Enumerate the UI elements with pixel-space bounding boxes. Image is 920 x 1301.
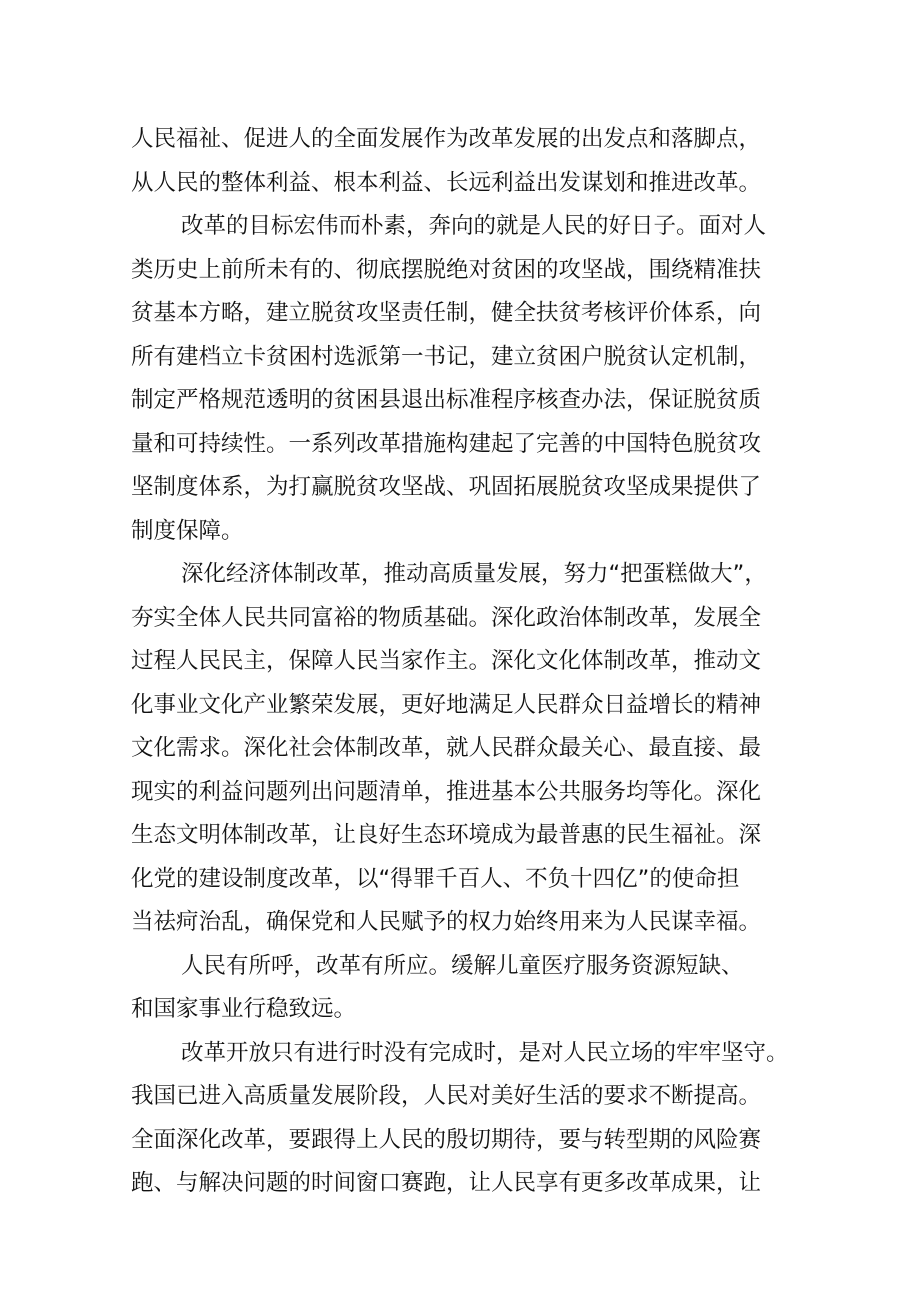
text-line: 现实的利益问题列出问题清单，推进基本公共服务均等化。深化 xyxy=(131,778,762,805)
text-line: 所有建档立卡贫困村选派第一书记，建立贫困户脱贫认定机制， xyxy=(131,343,762,370)
paragraph-end-line: 制度保障。 xyxy=(131,517,244,544)
text-line: 过程人民民主，保障人民当家作主。深化文化体制改革，推动文 xyxy=(131,648,762,674)
paragraph-start-line: 人民有所呼，改革有所应。缓解儿童医疗服务资源短缺、 xyxy=(181,952,744,979)
text-line: 贫基本方略，建立脱贫攻坚责任制，健全扶贫考核评价体系，向 xyxy=(131,300,762,326)
text-line: 从人民的整体利益、根本利益、长远利益出发谋划和推进改革。 xyxy=(131,169,762,196)
paragraph-start-line: 改革开放只有进行时没有完成时，是对人民立场的牢牢坚守。 xyxy=(181,1039,789,1066)
text-line: 类历史上前所未有的、彻底摆脱绝对贫困的攻坚战，围绕精准扶 xyxy=(131,256,762,283)
text-line: 量和可持续性。一系列改革措施构建起了完善的中国特色脱贫攻 xyxy=(131,430,762,457)
text-line: 夯实全体人民共同富裕的物质基础。深化政治体制改革，发展全 xyxy=(131,604,762,631)
text-line: 人民福祉、促进人的全面发展作为改革发展的出发点和落脚点， xyxy=(131,126,762,152)
text-line: 制定严格规范透明的贫困县退出标准程序核查办法，保证脱贫质 xyxy=(131,387,762,413)
text-line: 全面深化改革，要跟得上人民的殷切期待，要与转型期的风险赛 xyxy=(131,1126,762,1153)
text-line: 文化需求。深化社会体制改革，就人民群众最关心、最直接、最 xyxy=(131,735,762,761)
text-line: 生态文明体制改革，让良好生态环境成为最普惠的民生福祉。深 xyxy=(131,822,762,848)
text-line: 我国已进入高质量发展阶段，人民对美好生活的要求不断提高。 xyxy=(131,1083,762,1109)
text-line: 化事业文化产业繁荣发展，更好地满足人民群众日益增长的精神 xyxy=(131,691,762,718)
paragraph-end-line: 当祛疴治乱，确保党和人民赋予的权力始终用来为人民谋幸福。 xyxy=(131,909,762,935)
paragraph-start-line: 深化经济体制改革，推动高质量发展，努力“把蛋糕做大”， xyxy=(181,561,767,587)
text-line: 坚制度体系，为打赢脱贫攻坚战、巩固拓展脱贫攻坚成果提供了 xyxy=(131,474,762,500)
paragraph-end-line: 和国家事业行稳致远。 xyxy=(131,996,357,1022)
paragraph-start-line: 改革的目标宏伟而朴素，奔向的就是人民的好日子。面对人 xyxy=(181,213,767,239)
text-line: 化党的建设制度改革，以“得罪千百人、不负十四亿”的使命担 xyxy=(131,865,740,892)
text-line: 跑、与解决问题的时间窗口赛跑，让人民享有更多改革成果，让 xyxy=(131,1170,762,1196)
document-body xyxy=(131,118,791,1206)
